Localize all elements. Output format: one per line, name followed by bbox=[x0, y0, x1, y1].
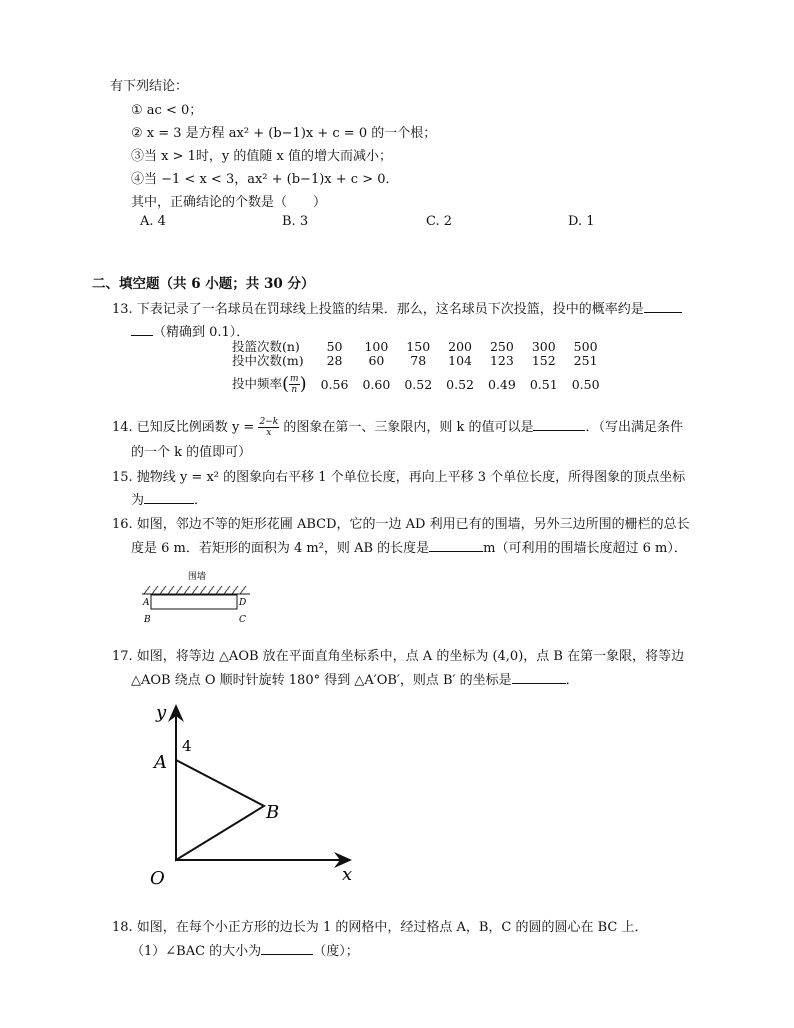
cell: 0.50 bbox=[571, 376, 600, 392]
q15-line2 bbox=[131, 489, 207, 508]
paren-left: ( bbox=[282, 373, 290, 395]
conclusion-2: ② x = 3 是方程 ax² + (b−1)x + c = 0 的一个根； bbox=[131, 126, 437, 141]
q14-fraction bbox=[258, 417, 279, 438]
label-x: x bbox=[342, 864, 353, 885]
label-c: C bbox=[239, 615, 246, 625]
q13-text2: （精确到 0.1）． bbox=[153, 325, 250, 340]
wall-hatching bbox=[144, 586, 246, 594]
q15-line1: 15. 抛物线 y = x² 的图象向右平移 1 个单位长度，再向上平移 3 个单位长度，所得图象的顶点坐标 bbox=[112, 470, 686, 485]
conclusions-intro: 有下列结论： bbox=[110, 79, 189, 94]
row-label-freq bbox=[232, 368, 314, 395]
cell: 0.52 bbox=[404, 376, 433, 392]
choice-b: B. 3 bbox=[282, 214, 309, 229]
table-row bbox=[232, 368, 607, 395]
cell: 50 bbox=[326, 339, 343, 354]
cell: 150 bbox=[406, 339, 431, 354]
table-row bbox=[232, 354, 607, 368]
fraction-den: n bbox=[291, 385, 298, 395]
choice-c: C. 2 bbox=[426, 214, 453, 229]
q14-line2: 的一个 k 的值即可） bbox=[131, 445, 252, 460]
q17-blank bbox=[512, 671, 566, 684]
fraction-num: 2−k bbox=[259, 417, 279, 427]
cell: 123 bbox=[489, 353, 514, 368]
label-4: 4 bbox=[182, 737, 192, 755]
freq-label-text: 投中频率 bbox=[232, 376, 283, 391]
triangle-aob bbox=[176, 760, 264, 860]
q14-blank bbox=[533, 418, 585, 431]
cell: 152 bbox=[531, 353, 556, 368]
cell: 100 bbox=[364, 339, 389, 354]
coordinate-figure bbox=[134, 696, 370, 896]
label-d: D bbox=[239, 598, 247, 608]
freq-fraction bbox=[289, 374, 300, 395]
cell: 104 bbox=[448, 353, 472, 368]
q13-line2 bbox=[131, 321, 249, 340]
cell: 78 bbox=[410, 353, 427, 368]
q13-table bbox=[232, 340, 607, 395]
table-row bbox=[232, 340, 607, 354]
question-prompt: 其中，正确结论的个数是（ ） bbox=[131, 195, 327, 210]
label-b: B bbox=[144, 615, 151, 625]
q18-text-b: （度）； bbox=[313, 944, 359, 959]
cell: 500 bbox=[573, 339, 598, 354]
cell: 200 bbox=[448, 339, 472, 354]
q18-line1: 18. 如图，在每个小正方形的边长为 1 的网格中，经过格点 A，B，C 的圆的圆心在 BC 上． bbox=[112, 920, 648, 935]
rectangle-abcd bbox=[151, 595, 237, 609]
cell: 0.60 bbox=[362, 376, 391, 392]
q15-blank bbox=[144, 491, 194, 504]
conclusion-4: ④当 −1 < x < 3，ax² + (b−1)x + c > 0． bbox=[131, 172, 399, 187]
q16-line1: 16. 如图，邻边不等的矩形花圃 ABCD，它的一边 AD 利用已有的围墙，另外三边所围的栅栏的总长 bbox=[112, 517, 690, 532]
conclusion-3: ③当 x > 1时，y 的值随 x 值的增大而减小； bbox=[131, 149, 392, 164]
q16-line2 bbox=[131, 537, 687, 556]
q14-text-c: ．（写出满足条件 bbox=[585, 420, 683, 435]
cell: 0.51 bbox=[529, 376, 558, 392]
q13-line1 bbox=[112, 298, 682, 317]
choice-d: D. 1 bbox=[568, 214, 595, 229]
q17-text-a: △AOB 绕点 O 顺时针旋转 180° 得到 △A′OB′，则点 B′ 的坐标是 bbox=[131, 673, 512, 688]
q17-line2 bbox=[131, 669, 579, 688]
q14-text-b: 的图象在第一、三象限内，则 k 的值可以是 bbox=[283, 420, 534, 435]
fraction-num: m bbox=[290, 374, 299, 384]
q18-line2 bbox=[131, 940, 359, 959]
cell: 60 bbox=[368, 353, 385, 368]
label-y: y bbox=[156, 702, 167, 723]
garden-figure bbox=[138, 568, 258, 628]
q13-blank-cont bbox=[131, 323, 153, 336]
q16-text-b: m（可利用的围墙长度超过 6 m）． bbox=[483, 541, 687, 556]
label-a: A bbox=[143, 598, 150, 608]
cell: 250 bbox=[489, 339, 514, 354]
fraction-den: x bbox=[266, 428, 272, 438]
section-title: 二、填空题（共 6 小题；共 30 分） bbox=[92, 276, 315, 292]
q18-blank bbox=[261, 942, 313, 955]
q15-text-a: 为 bbox=[131, 493, 145, 508]
cell: 0.52 bbox=[446, 376, 474, 392]
label-o: O bbox=[150, 868, 165, 889]
label-b: B bbox=[266, 802, 280, 823]
conclusion-1: ① ac < 0； bbox=[131, 103, 203, 118]
q14-text-a: 14. 已知反比例函数 y = bbox=[112, 420, 255, 435]
q13-blank bbox=[644, 300, 682, 313]
wall-label: 围墙 bbox=[188, 572, 207, 582]
cell: 28 bbox=[326, 353, 343, 368]
q13-text: 13. 下表记录了一名球员在罚球线上投篮的结果．那么，这名球员下次投篮，投中的概率约是 bbox=[112, 302, 644, 317]
q18-text-a: （1）∠BAC 的大小为 bbox=[131, 944, 262, 959]
cell: 300 bbox=[531, 339, 556, 354]
q15-text-b: ． bbox=[194, 493, 208, 508]
q16-text-a: 度是 6 m．若矩形的面积为 4 m²，则 AB 的长度是 bbox=[131, 541, 430, 556]
label-a: A bbox=[154, 752, 167, 773]
row-label-hits: 投中次数(m) bbox=[232, 353, 304, 368]
row-label-shots: 投篮次数(n) bbox=[232, 339, 300, 354]
cell: 251 bbox=[573, 353, 598, 368]
cell: 0.56 bbox=[320, 376, 349, 392]
paren-right: ) bbox=[299, 373, 307, 395]
q17-line1: 17. 如图，将等边 △AOB 放在平面直角坐标系中，点 A 的坐标为 (4,0)，点 B 在第一象限，将等边 bbox=[112, 649, 685, 664]
choice-a: A. 4 bbox=[140, 214, 166, 229]
cell: 0.49 bbox=[488, 376, 516, 392]
q16-blank bbox=[429, 539, 483, 552]
q17-text-b: ． bbox=[565, 673, 579, 688]
q14-line1 bbox=[112, 416, 683, 438]
